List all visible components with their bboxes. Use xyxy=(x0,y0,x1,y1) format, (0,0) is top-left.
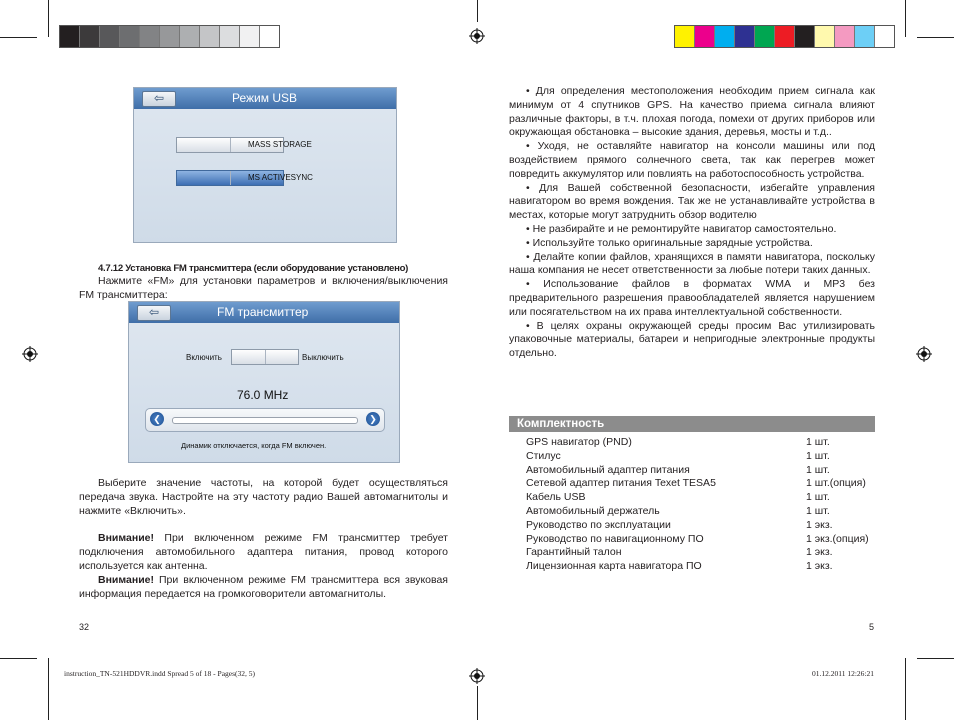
kit-section-title: Комплектность xyxy=(509,416,875,432)
color-swatch xyxy=(240,26,260,47)
warning-2 xyxy=(79,574,448,602)
kit-item-qty: 1 экз. xyxy=(806,560,833,573)
usb-mode-screen xyxy=(133,87,397,243)
warning-text: При включенном режиме FM трансмиттера вся звуковая информация передается на громкоговорители автомагнитолы. xyxy=(79,574,448,600)
file-slug: instruction_TN-521HDDVR.indd Spread 5 of 18 - Pages(32, 5) xyxy=(64,669,256,678)
warning-label: Внимание! xyxy=(98,532,154,544)
mass-storage-label: MASS STORAGE xyxy=(248,140,312,149)
kit-item-name: Кабель USB xyxy=(526,491,586,504)
bullet-paragraph: • Делайте копии файлов, хранящихся в памяти навигатора, поскольку наша компания не несет ответственности за любые потери таких данных. xyxy=(509,250,875,277)
kit-row xyxy=(526,436,876,450)
crop-mark xyxy=(905,0,906,37)
date-slug: 01.12.2011 12:26:21 xyxy=(812,669,875,678)
chevron-right-icon: ❯ xyxy=(369,414,377,424)
warning-label: Внимание! xyxy=(98,574,154,586)
kit-row xyxy=(526,464,876,478)
fm-on-label: Включить xyxy=(186,353,222,362)
kit-row xyxy=(526,560,876,574)
crop-mark xyxy=(0,37,37,38)
kit-item-name: Гарантийный талон xyxy=(526,546,622,559)
kit-item-name: GPS навигатор (PND) xyxy=(526,436,632,448)
bullet-paragraph: • Для определения местоположения необходим прием сигнала как минимум от 4 спутников GPS. На качество приема сигнала влияют различные факторы, в т.ч. плохая погода, помехи от других приборов или окружающая обстановка – высокие здания, деревья, мосты и т.д.. xyxy=(509,85,875,139)
kit-item-qty: 1 экз. xyxy=(806,518,833,531)
back-button[interactable] xyxy=(142,91,176,107)
screen-header xyxy=(134,88,396,109)
kit-item-name: Руководство по эксплуатации xyxy=(526,518,671,531)
slider-track[interactable] xyxy=(172,417,358,424)
warning-text: При включенном режиме FM трансмиттер требует подключения автомобильного адаптера питания, провод которого используется как антенна. xyxy=(79,532,448,572)
bullet-paragraph: • Используйте только оригинальные зарядные устройства. xyxy=(526,236,813,249)
crop-mark xyxy=(0,658,37,659)
color-swatch xyxy=(140,26,160,47)
fm-intro: Нажмите «FM» для установки параметров и включения/выключения FM трансмиттера: xyxy=(79,275,448,301)
color-swatch xyxy=(80,26,100,47)
screen-title: Режим USB xyxy=(232,91,298,105)
kit-row xyxy=(526,519,876,533)
color-swatch xyxy=(715,26,735,47)
color-swatch xyxy=(220,26,240,47)
screen-title: FM трансмиттер xyxy=(217,305,309,319)
kit-item-name: Лицензионная карта навигатора ПО xyxy=(526,560,702,573)
color-swatch xyxy=(100,26,120,47)
color-swatch-bar xyxy=(674,25,895,48)
kit-item-name: Стилус xyxy=(526,449,561,462)
kit-item-qty: 1 шт. xyxy=(806,491,830,504)
bullet-paragraph: • Использование файлов в форматах WMA и MP3 без предварительного разрешения правообладателей является нарушением или посягательством на их права интеллектуальной собственности. xyxy=(509,278,875,318)
color-swatch xyxy=(815,26,835,47)
bullet-paragraph: • Для Вашей собственной безопасности, избегайте управления навигатором во время вождения. Так же не устанавливайте устройства в местах, которые могут затруднить обзор водителю xyxy=(509,181,875,222)
kit-row xyxy=(526,491,876,505)
kit-item-name: Автомобильный держатель xyxy=(526,505,660,517)
section-heading: 4.7.12 Установка FM трансмиттера (если оборудование установлено) xyxy=(98,263,409,274)
crop-mark xyxy=(48,658,49,720)
registration-mark-icon xyxy=(22,346,38,362)
color-swatch xyxy=(695,26,715,47)
registration-mark-icon xyxy=(469,668,485,684)
crop-mark xyxy=(48,0,49,37)
kit-item-qty: 1 экз.(опция) xyxy=(806,532,869,545)
fm-note: Динамик отключается, когда FM включен. xyxy=(181,441,327,450)
warning-1 xyxy=(79,532,448,573)
arrow-left-icon: ⇦ xyxy=(148,305,160,319)
crop-mark xyxy=(917,658,954,659)
color-swatch xyxy=(160,26,180,47)
kit-item-name: Автомобильный адаптер питания xyxy=(526,463,690,476)
color-swatch xyxy=(60,26,80,47)
page-number-right: 5 xyxy=(869,622,875,632)
crop-mark xyxy=(917,37,954,38)
fm-switch[interactable] xyxy=(231,349,299,365)
slider-left-button[interactable] xyxy=(150,412,164,426)
color-swatch xyxy=(855,26,875,47)
registration-mark-icon xyxy=(916,346,932,362)
color-swatch xyxy=(120,26,140,47)
color-swatch xyxy=(775,26,795,47)
kit-row xyxy=(526,505,876,519)
kit-item-qty: 1 шт. xyxy=(806,505,830,517)
kit-item-qty: 1 экз. xyxy=(806,546,833,559)
fm-off-label: Выключить xyxy=(302,353,344,362)
color-swatch xyxy=(260,26,279,47)
color-swatch xyxy=(755,26,775,47)
color-swatch xyxy=(675,26,695,47)
slider-right-button[interactable] xyxy=(366,412,380,426)
crop-mark xyxy=(477,0,478,22)
activesync-label: MS ACTIVESYNC xyxy=(248,173,313,182)
kit-row xyxy=(526,533,876,547)
color-swatch xyxy=(735,26,755,47)
crop-mark xyxy=(905,658,906,720)
kit-item-qty: 1 шт. xyxy=(806,463,830,476)
kit-row xyxy=(526,546,876,560)
bullet-paragraph: • Уходя, не оставляйте навигатор на консоли машины или под воздействием прямого солнечного света, так как перегрев может повредить аккумулятор или повлиять на работоспособность устройства. xyxy=(509,140,875,180)
frequency-slider[interactable] xyxy=(145,408,385,432)
frequency-instructions: Выберите значение частоты, на которой будет осуществляться передача звука. Настройте на эту частоту радио Вашей автомагнитолы и нажмите «Включить». xyxy=(79,477,448,517)
crop-mark xyxy=(477,686,478,720)
screen-header xyxy=(129,302,399,323)
kit-item-qty: 1 шт. xyxy=(806,449,830,462)
color-swatch xyxy=(835,26,855,47)
fm-transmitter-screen xyxy=(128,301,400,463)
kit-item-qty: 1 шт. xyxy=(806,436,830,448)
kit-item-qty: 1 шт.(опция) xyxy=(806,477,866,490)
kit-row xyxy=(526,450,876,464)
bullet-paragraph: • Не разбирайте и не ремонтируйте навигатор самостоятельно. xyxy=(526,222,837,235)
back-button[interactable] xyxy=(137,305,171,321)
page-number-left: 32 xyxy=(79,622,90,632)
frequency-readout: 76.0 MHz xyxy=(237,388,289,402)
arrow-left-icon: ⇦ xyxy=(153,91,165,105)
registration-mark-icon xyxy=(469,28,485,44)
color-swatch xyxy=(180,26,200,47)
kit-row xyxy=(526,477,876,491)
bullet-paragraph: • В целях охраны окружающей среды просим Вас утилизировать упаковочные материалы, батареи и непригодные электронные продукты отдельно. xyxy=(509,319,875,360)
color-swatch xyxy=(875,26,894,47)
safety-bullets xyxy=(509,85,875,361)
gray-swatch-bar xyxy=(59,25,280,48)
kit-item-name: Руководство по навигационному ПО xyxy=(526,532,704,545)
kit-item-name: Сетевой адаптер питания Texet TESA5 xyxy=(526,477,716,490)
color-swatch xyxy=(200,26,220,47)
color-swatch xyxy=(795,26,815,47)
chevron-left-icon: ❮ xyxy=(153,414,161,424)
